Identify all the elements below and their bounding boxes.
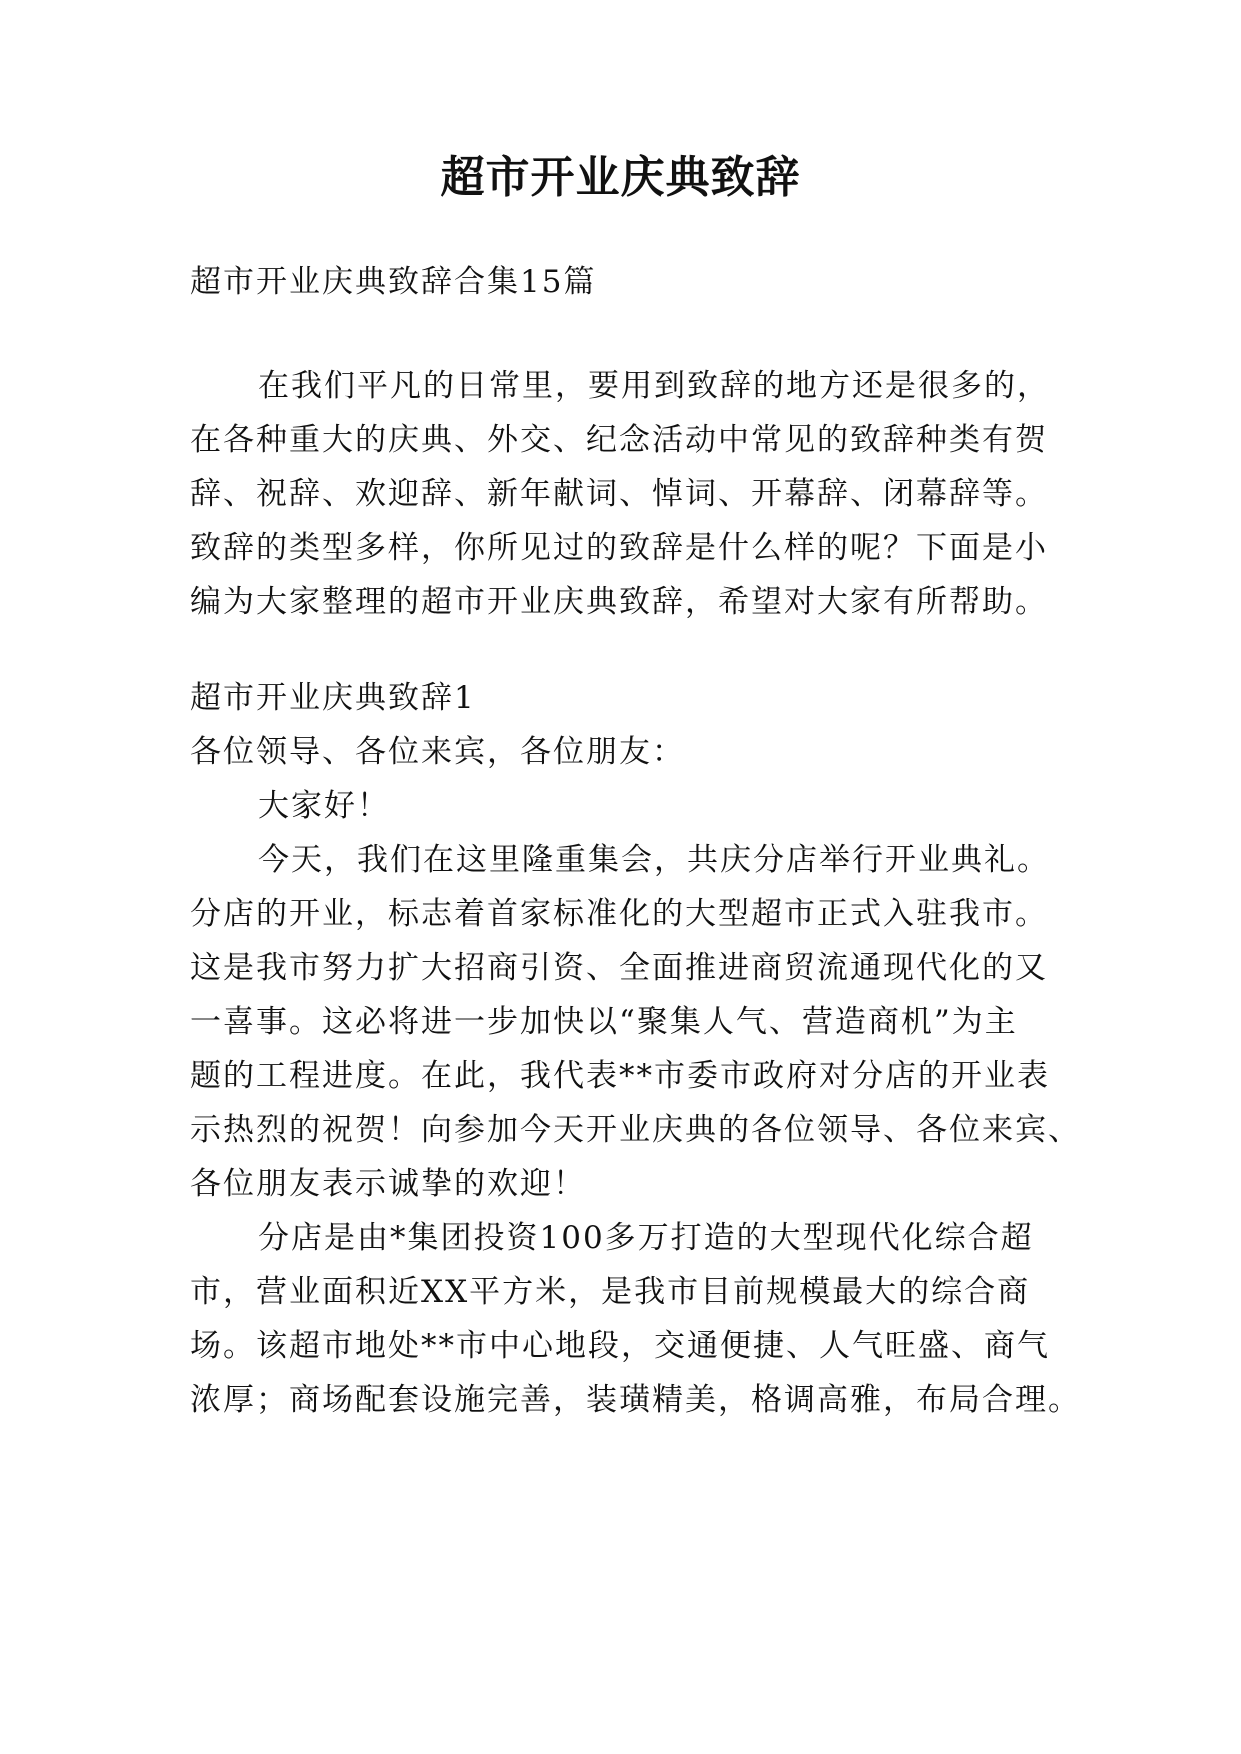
intro-line: 辞、祝辞、欢迎辞、新年献词、悼词、开幕辞、闭幕辞等。: [190, 476, 1048, 512]
paragraph-line: 这是我市努力扩大招商引资、全面推进商贸流通现代化的又: [190, 950, 1048, 986]
paragraph-line: 市，营业面积近XX平方米，是我市目前规模最大的综合商: [190, 1274, 1031, 1310]
greeting: 大家好！: [258, 788, 390, 824]
paragraph-line: 今天，我们在这里隆重集会，共庆分店举行开业典礼。: [258, 842, 1050, 878]
paragraph-line: 示热烈的祝贺！向参加今天开业庆典的各位领导、各位来宾、: [190, 1112, 1081, 1148]
paragraph-line: 场。该超市地处**市中心地段，交通便捷、人气旺盛、商气: [190, 1328, 1050, 1364]
paragraph-line: 一喜事。这必将进一步加快以“聚集人气、营造商机”为主: [190, 1004, 1018, 1040]
paragraph-line: 浓厚；商场配套设施完善，装璜精美，格调高雅，布局合理。: [190, 1382, 1081, 1418]
paragraph-line: 题的工程进度。在此，我代表**市委市政府对分店的开业表: [190, 1058, 1050, 1094]
intro-line: 在我们平凡的日常里，要用到致辞的地方还是很多的，: [258, 368, 1050, 404]
section-heading: 超市开业庆典致辞1: [190, 680, 476, 716]
intro-line: 致辞的类型多样，你所见过的致辞是什么样的呢？下面是小: [190, 530, 1048, 566]
document-title: 超市开业庆典致辞: [440, 152, 801, 203]
paragraph-line: 各位朋友表示诚挚的欢迎！: [190, 1166, 586, 1202]
paragraph-line: 分店是由*集团投资100多万打造的大型现代化综合超: [258, 1220, 1034, 1256]
salutation: 各位领导、各位来宾，各位朋友：: [190, 734, 685, 770]
intro-line: 编为大家整理的超市开业庆典致辞，希望对大家有所帮助。: [190, 584, 1048, 620]
paragraph-line: 分店的开业，标志着首家标准化的大型超市正式入驻我市。: [190, 896, 1048, 932]
intro-line: 在各种重大的庆典、外交、纪念活动中常见的致辞种类有贺: [190, 422, 1048, 458]
document-subtitle: 超市开业庆典致辞合集15篇: [190, 264, 597, 300]
